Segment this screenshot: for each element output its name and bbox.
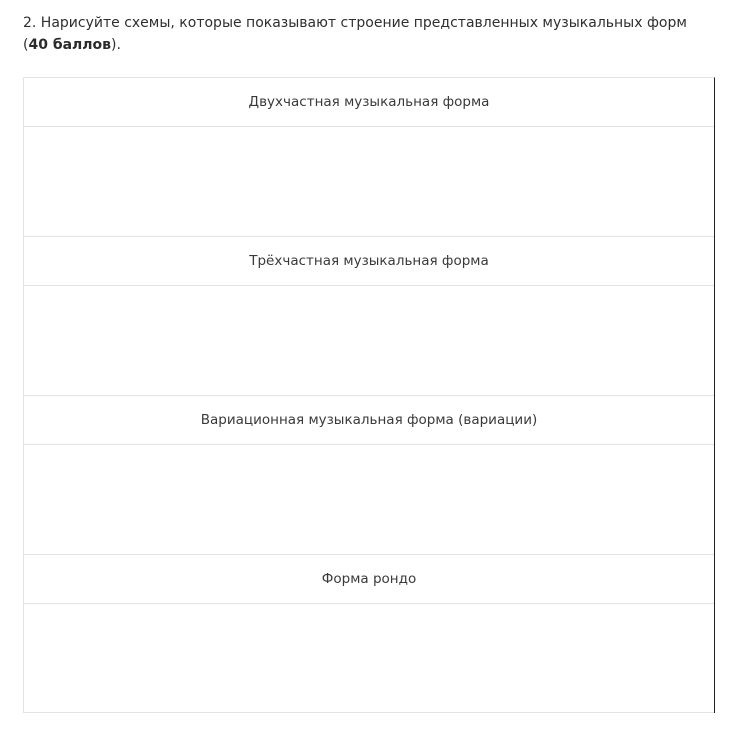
drawing-area-two-part[interactable] bbox=[24, 127, 714, 237]
form-header-variations bbox=[24, 396, 714, 445]
task-text: 2. Нарисуйте схемы, которые показывают строение представленных музыкальных форм ( bbox=[23, 15, 687, 53]
form-label: Двухчастная музыкальная форма bbox=[248, 94, 490, 110]
music-forms-table bbox=[23, 77, 715, 713]
form-header-three-part bbox=[24, 237, 714, 286]
drawing-area-three-part[interactable] bbox=[24, 286, 714, 396]
form-header-rondo bbox=[24, 555, 714, 604]
task-points: 40 баллов bbox=[28, 37, 112, 53]
form-label: Вариационная музыкальная форма (вариации) bbox=[200, 412, 538, 428]
form-label: Трёхчастная музыкальная форма bbox=[249, 253, 489, 269]
form-header-two-part bbox=[24, 78, 714, 127]
task-instruction bbox=[23, 12, 713, 56]
drawing-area-rondo[interactable] bbox=[24, 604, 714, 713]
task-text-end: ). bbox=[111, 37, 121, 53]
form-label: Форма рондо bbox=[321, 571, 417, 587]
drawing-area-variations[interactable] bbox=[24, 445, 714, 555]
